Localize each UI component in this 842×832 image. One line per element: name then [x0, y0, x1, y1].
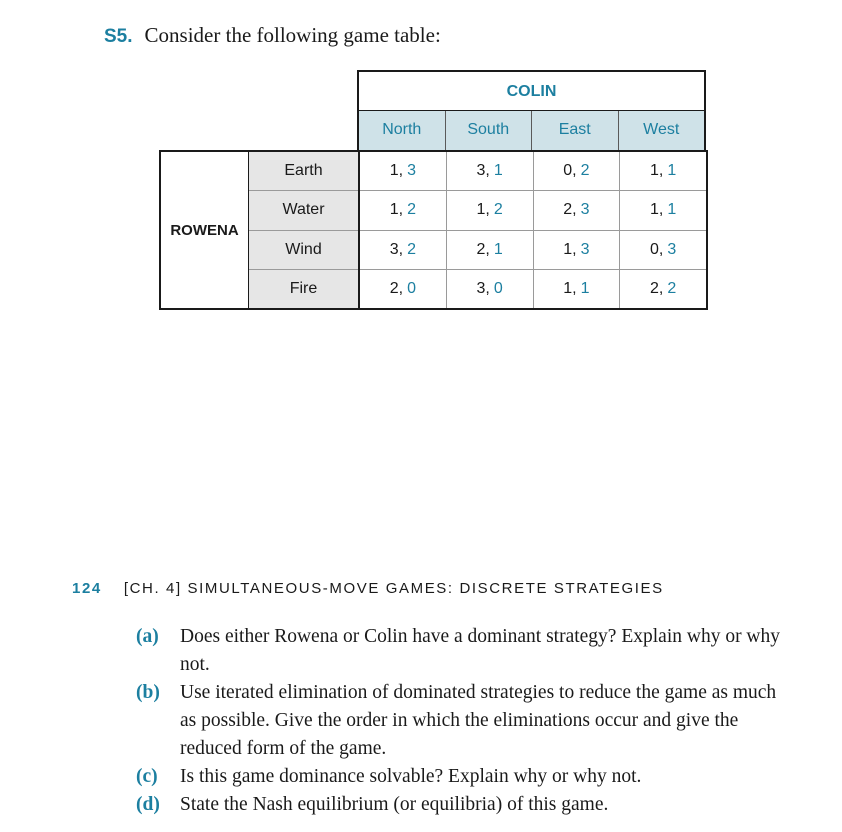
payoff-row — [360, 152, 706, 191]
colin-payoff: 1 — [493, 240, 503, 258]
column-strategy-header: West — [643, 121, 680, 138]
payoff-cell: 1 , 3 — [360, 152, 447, 190]
colin-payoff: 0 — [407, 279, 416, 297]
page-footer — [72, 580, 664, 597]
part-text: Does either Rowena or Colin have a dominant strategy? Explain why or why not. — [180, 626, 781, 675]
payoff-row — [360, 270, 706, 308]
colin-payoff: 2 — [493, 201, 503, 219]
rowena-payoff: 3 — [389, 240, 399, 258]
colin-payoff: 1 — [667, 201, 677, 219]
rowena-payoff: 1 — [389, 201, 399, 219]
row-strategy-header: Wind — [249, 231, 358, 270]
part-text: State the Nash equilibrium (or equilibria) of this game. — [180, 794, 609, 815]
game-table-body — [159, 150, 708, 310]
colin-payoff: 3 — [580, 240, 590, 258]
rowena-payoff: 3 — [476, 279, 486, 297]
column-player-label: COLIN — [357, 70, 706, 110]
row-player-label: ROWENA — [161, 152, 249, 308]
rowena-payoff: 3 — [476, 162, 486, 180]
part-text: Use iterated elimination of dominated strategies to reduce the game as much as possible. Give the order in which the eliminations occur and give the reduced form of the game. — [180, 682, 777, 759]
part-label: (b) — [136, 682, 160, 703]
column-strategy-header: South — [446, 111, 533, 150]
problem-prompt: Consider the following game table: — [144, 23, 441, 47]
rowena-payoff: 2 — [563, 201, 573, 219]
colin-payoff: 2 — [667, 279, 677, 297]
payoff-cell: 1 , 1 — [649, 162, 677, 180]
rowena-payoff: 1 — [476, 201, 486, 219]
chapter-title: [CH. 4] SIMULTANEOUS-MOVE GAMES: DISCRETE STRATEGIES — [123, 580, 664, 597]
rowena-payoff: 0 — [649, 240, 659, 258]
colin-payoff: 3 — [667, 240, 677, 258]
colin-payoff: 1 — [493, 162, 503, 180]
rowena-payoff: 2 — [649, 279, 659, 297]
payoff-cell: 1 , 1 — [649, 201, 677, 219]
payoff-cell: 2 , 0 — [360, 270, 447, 308]
payoff-cell: 2 , 3 — [534, 191, 621, 229]
payoff-cell: 0 , 3 — [649, 240, 677, 258]
question-part — [136, 763, 796, 791]
question-parts — [136, 623, 796, 819]
row-strategy-headers — [249, 152, 360, 308]
colin-payoff: 3 — [580, 201, 590, 219]
payoff-grid — [360, 152, 706, 308]
payoff-row — [360, 231, 706, 270]
colin-payoff: 0 — [493, 279, 503, 297]
payoff-cell: 2 , 1 — [447, 231, 534, 269]
colin-payoff: 3 — [407, 162, 416, 180]
problem-number: S5. — [104, 26, 133, 47]
payoff-cell: 3 , 0 — [447, 270, 534, 308]
rowena-payoff: 1 — [649, 201, 659, 219]
colin-payoff: 2 — [407, 240, 416, 258]
colin-payoff: 2 — [407, 201, 416, 219]
rowena-payoff: 1 — [563, 240, 573, 258]
payoff-cell: 1 , 1 — [534, 270, 621, 308]
row-strategy-header: Fire — [289, 279, 318, 297]
row-strategy-header: Water — [249, 191, 358, 230]
rowena-payoff: 2 — [476, 240, 486, 258]
problem-heading — [104, 23, 441, 48]
rowena-payoff: 1 — [389, 162, 399, 180]
payoff-cell: 3 , 1 — [447, 152, 534, 190]
rowena-payoff: 0 — [563, 162, 573, 180]
question-part — [136, 623, 796, 679]
colin-payoff: 2 — [580, 162, 590, 180]
column-strategy-headers — [357, 110, 706, 150]
rowena-payoff: 2 — [389, 279, 399, 297]
question-part — [136, 679, 796, 763]
column-strategy-header: North — [359, 111, 446, 150]
question-part — [136, 791, 796, 819]
page-number: 124 — [72, 580, 102, 597]
payoff-cell: 3 , 2 — [360, 231, 447, 269]
part-label: (c) — [136, 766, 158, 787]
payoff-cell: 1 , 2 — [447, 191, 534, 229]
payoff-cell: 1 , 2 — [360, 191, 447, 229]
part-label: (a) — [136, 626, 159, 647]
payoff-cell: 1 , 3 — [534, 231, 621, 269]
rowena-payoff: 1 — [563, 279, 573, 297]
colin-payoff: 1 — [580, 279, 590, 297]
payoff-row — [360, 191, 706, 230]
part-label: (d) — [136, 794, 160, 815]
colin-payoff: 1 — [667, 162, 677, 180]
payoff-cell: 0 , 2 — [534, 152, 621, 190]
payoff-cell: 2 , 2 — [649, 279, 677, 297]
column-strategy-header: East — [532, 111, 619, 150]
part-text: Is this game dominance solvable? Explain why or why not. — [180, 766, 642, 787]
row-strategy-header: Earth — [249, 152, 358, 191]
rowena-payoff: 1 — [649, 162, 659, 180]
